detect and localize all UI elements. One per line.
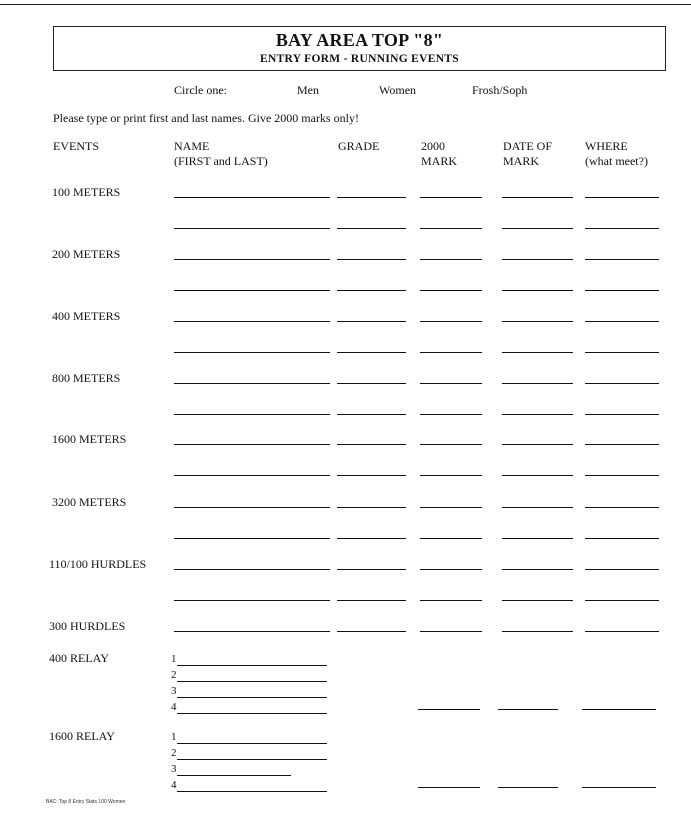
name-entry-line[interactable] <box>174 352 330 353</box>
grade-entry-line[interactable] <box>337 259 406 260</box>
option-frosh-soph[interactable]: Frosh/Soph <box>472 83 528 97</box>
event-label: 1600 METERS <box>52 432 127 446</box>
col-date: DATE OF MARK <box>503 139 553 168</box>
relay-leg-name-line[interactable] <box>177 759 327 760</box>
grade-entry-line[interactable] <box>337 352 406 353</box>
mark-entry-line[interactable] <box>420 414 482 415</box>
date-entry-line[interactable] <box>502 197 573 198</box>
form-subtitle: ENTRY FORM - RUNNING EVENTS <box>260 53 459 65</box>
date-entry-line[interactable] <box>502 538 573 539</box>
where-entry-line[interactable] <box>585 321 659 322</box>
grade-entry-line[interactable] <box>337 507 406 508</box>
name-entry-line[interactable] <box>174 321 330 322</box>
where-entry-line[interactable] <box>585 444 659 445</box>
name-entry-line[interactable] <box>174 228 330 229</box>
grade-entry-line[interactable] <box>337 414 406 415</box>
top-rule <box>0 4 691 5</box>
name-entry-line[interactable] <box>174 600 330 601</box>
date-entry-line[interactable] <box>502 383 573 384</box>
relay-mark-line[interactable] <box>418 787 480 788</box>
name-entry-line[interactable] <box>174 631 330 632</box>
relay-leg-number: 2 <box>171 669 177 681</box>
relay-leg-name-line[interactable] <box>177 713 327 714</box>
name-entry-line[interactable] <box>174 383 330 384</box>
date-entry-line[interactable] <box>502 444 573 445</box>
where-entry-line[interactable] <box>585 569 659 570</box>
event-label: 200 METERS <box>52 247 121 261</box>
date-entry-line[interactable] <box>502 507 573 508</box>
form-title: BAY AREA TOP "8" <box>275 30 444 50</box>
name-entry-line[interactable] <box>174 538 330 539</box>
where-entry-line[interactable] <box>585 383 659 384</box>
name-entry-line[interactable] <box>174 414 330 415</box>
mark-entry-line[interactable] <box>420 383 482 384</box>
name-entry-line[interactable] <box>174 444 330 445</box>
relay-label: 400 RELAY <box>49 651 109 665</box>
mark-entry-line[interactable] <box>420 569 482 570</box>
where-entry-line[interactable] <box>585 475 659 476</box>
relay-leg-number: 2 <box>171 747 177 759</box>
relay-label: 1600 RELAY <box>49 729 115 743</box>
col-events: EVENTS <box>53 139 99 153</box>
mark-entry-line[interactable] <box>420 290 482 291</box>
date-entry-line[interactable] <box>502 569 573 570</box>
grade-entry-line[interactable] <box>337 290 406 291</box>
name-entry-line[interactable] <box>174 290 330 291</box>
title-box <box>53 26 666 71</box>
relay-leg-name-line[interactable] <box>177 665 327 666</box>
col-mark: 2000 MARK <box>421 139 458 168</box>
relay-leg-number: 4 <box>171 779 177 791</box>
date-entry-line[interactable] <box>502 259 573 260</box>
name-entry-line[interactable] <box>174 475 330 476</box>
mark-entry-line[interactable] <box>420 507 482 508</box>
relay-leg-number: 3 <box>171 685 177 697</box>
where-entry-line[interactable] <box>585 352 659 353</box>
date-entry-line[interactable] <box>502 352 573 353</box>
event-label: 800 METERS <box>52 371 121 385</box>
option-women[interactable]: Women <box>379 83 417 97</box>
date-entry-line[interactable] <box>502 414 573 415</box>
where-entry-line[interactable] <box>585 197 659 198</box>
event-label: 3200 METERS <box>52 495 127 509</box>
where-entry-line[interactable] <box>585 414 659 415</box>
relay-leg-number: 1 <box>171 731 177 743</box>
grade-entry-line[interactable] <box>337 631 406 632</box>
where-entry-line[interactable] <box>585 259 659 260</box>
mark-entry-line[interactable] <box>420 197 482 198</box>
grade-entry-line[interactable] <box>337 538 406 539</box>
mark-entry-line[interactable] <box>420 259 482 260</box>
event-label: 400 METERS <box>52 309 121 323</box>
grade-entry-line[interactable] <box>337 228 406 229</box>
circle-one-label: Circle one: <box>174 83 227 97</box>
mark-entry-line[interactable] <box>420 321 482 322</box>
where-entry-line[interactable] <box>585 290 659 291</box>
relay-leg-name-line[interactable] <box>177 791 327 792</box>
mark-entry-line[interactable] <box>420 444 482 445</box>
mark-entry-line[interactable] <box>420 538 482 539</box>
event-label: 110/100 HURDLES <box>49 557 147 571</box>
footer-note: BAC: Top 8 Entry Stats 100 Women <box>46 799 126 805</box>
grade-entry-line[interactable] <box>337 569 406 570</box>
where-entry-line[interactable] <box>585 538 659 539</box>
event-label: 100 METERS <box>52 185 121 199</box>
date-entry-line[interactable] <box>502 600 573 601</box>
instructions: Please type or print first and last names. Give 2000 marks only! <box>53 111 359 125</box>
col-name: NAME (FIRST and LAST) <box>174 139 268 168</box>
relay-date-line[interactable] <box>498 787 558 788</box>
relay-date-line[interactable] <box>498 709 558 710</box>
date-entry-line[interactable] <box>502 290 573 291</box>
where-entry-line[interactable] <box>585 228 659 229</box>
name-entry-line[interactable] <box>174 197 330 198</box>
name-entry-line[interactable] <box>174 569 330 570</box>
relay-leg-name-line[interactable] <box>177 743 327 744</box>
relay-leg-number: 4 <box>171 701 177 713</box>
grade-entry-line[interactable] <box>337 600 406 601</box>
mark-entry-line[interactable] <box>420 600 482 601</box>
grade-entry-line[interactable] <box>337 475 406 476</box>
name-entry-line[interactable] <box>174 259 330 260</box>
grade-entry-line[interactable] <box>337 321 406 322</box>
relay-leg-name-line[interactable] <box>177 697 327 698</box>
event-label: 300 HURDLES <box>49 619 126 633</box>
name-entry-line[interactable] <box>174 507 330 508</box>
relay-mark-line[interactable] <box>418 709 480 710</box>
option-men[interactable]: Men <box>297 83 319 97</box>
where-entry-line[interactable] <box>585 507 659 508</box>
where-entry-line[interactable] <box>585 600 659 601</box>
relay-leg-number: 1 <box>171 653 177 665</box>
date-entry-line[interactable] <box>502 631 573 632</box>
relay-where-line[interactable] <box>582 709 656 710</box>
mark-entry-line[interactable] <box>420 352 482 353</box>
mark-entry-line[interactable] <box>420 631 482 632</box>
relay-leg-name-line[interactable] <box>177 775 291 776</box>
relay-leg-number: 3 <box>171 763 177 775</box>
grade-entry-line[interactable] <box>337 197 406 198</box>
date-entry-line[interactable] <box>502 228 573 229</box>
mark-entry-line[interactable] <box>420 475 482 476</box>
grade-entry-line[interactable] <box>337 444 406 445</box>
relay-where-line[interactable] <box>582 787 656 788</box>
date-entry-line[interactable] <box>502 321 573 322</box>
mark-entry-line[interactable] <box>420 228 482 229</box>
col-where: WHERE (what meet?) <box>585 139 648 168</box>
col-grade: GRADE <box>338 139 380 153</box>
date-entry-line[interactable] <box>502 475 573 476</box>
where-entry-line[interactable] <box>585 631 659 632</box>
relay-leg-name-line[interactable] <box>177 681 327 682</box>
grade-entry-line[interactable] <box>337 383 406 384</box>
